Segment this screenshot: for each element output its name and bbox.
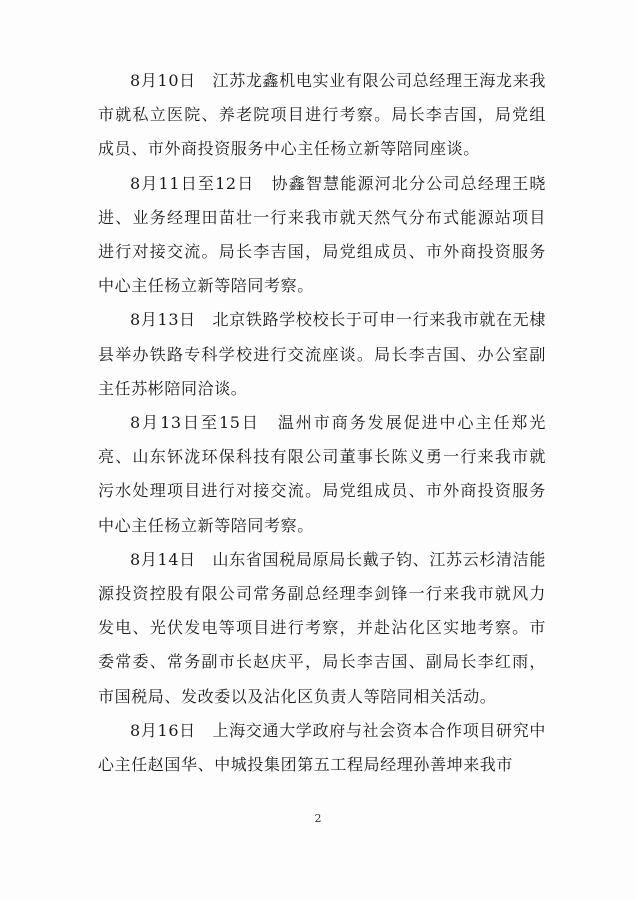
paragraph-aug-16: 8月16日 上海交通大学政府与社会资本合作项目研究中心主任赵国华、中城投集团第五工程局经理孙善坤来我市 — [98, 720, 546, 775]
document-body — [98, 64, 546, 782]
paragraph-aug-13-15: 8月13日至15日 温州市商务发展促进中心主任郑光亮、山东钚泷环保科技有限公司董事长陈义勇一行来我市就污水处理项目进行对接交流。局党组成员、市外商投资服务中心主任杨立新等陪同考察。 — [98, 413, 546, 535]
page-number: 2 — [314, 812, 322, 825]
paragraph-aug-14: 8月14日 山东省国税局原局长戴子钧、江苏云杉清洁能源投资控股有限公司常务副总经理李剑锋一行来我市就风力发电、光伏发电等项目进行考察，并赴沾化区实地考察。市委常委、常务副市长赵庆平，局长李吉国、副局长李红雨，市国税局、发改委以及沾化区负责人等陪同相关活动。 — [98, 549, 546, 706]
paragraph-aug-11-12: 8月11日至12日 协鑫智慧能源河北分公司总经理王晓进、业务经理田苗壮一行来我市就天然气分布式能源站项目进行对接交流。局长李吉国，局党组成员、市外商投资服务中心主任杨立新等陪同考察。 — [98, 173, 546, 296]
paragraph-aug-13: 8月13日 北京铁路学校校长于可申一行来我市就在无棣县举办铁路专科学校进行交流座谈。局长李吉国、办公室副主任苏彬陪同洽谈。 — [98, 310, 546, 398]
paragraph-aug-10: 8月10日 江苏龙鑫机电实业有限公司总经理王海龙来我市就私立医院、养老院项目进行考察。局长李吉国，局党组成员、市外商投资服务中心主任杨立新等陪同座谈。 — [98, 71, 546, 159]
